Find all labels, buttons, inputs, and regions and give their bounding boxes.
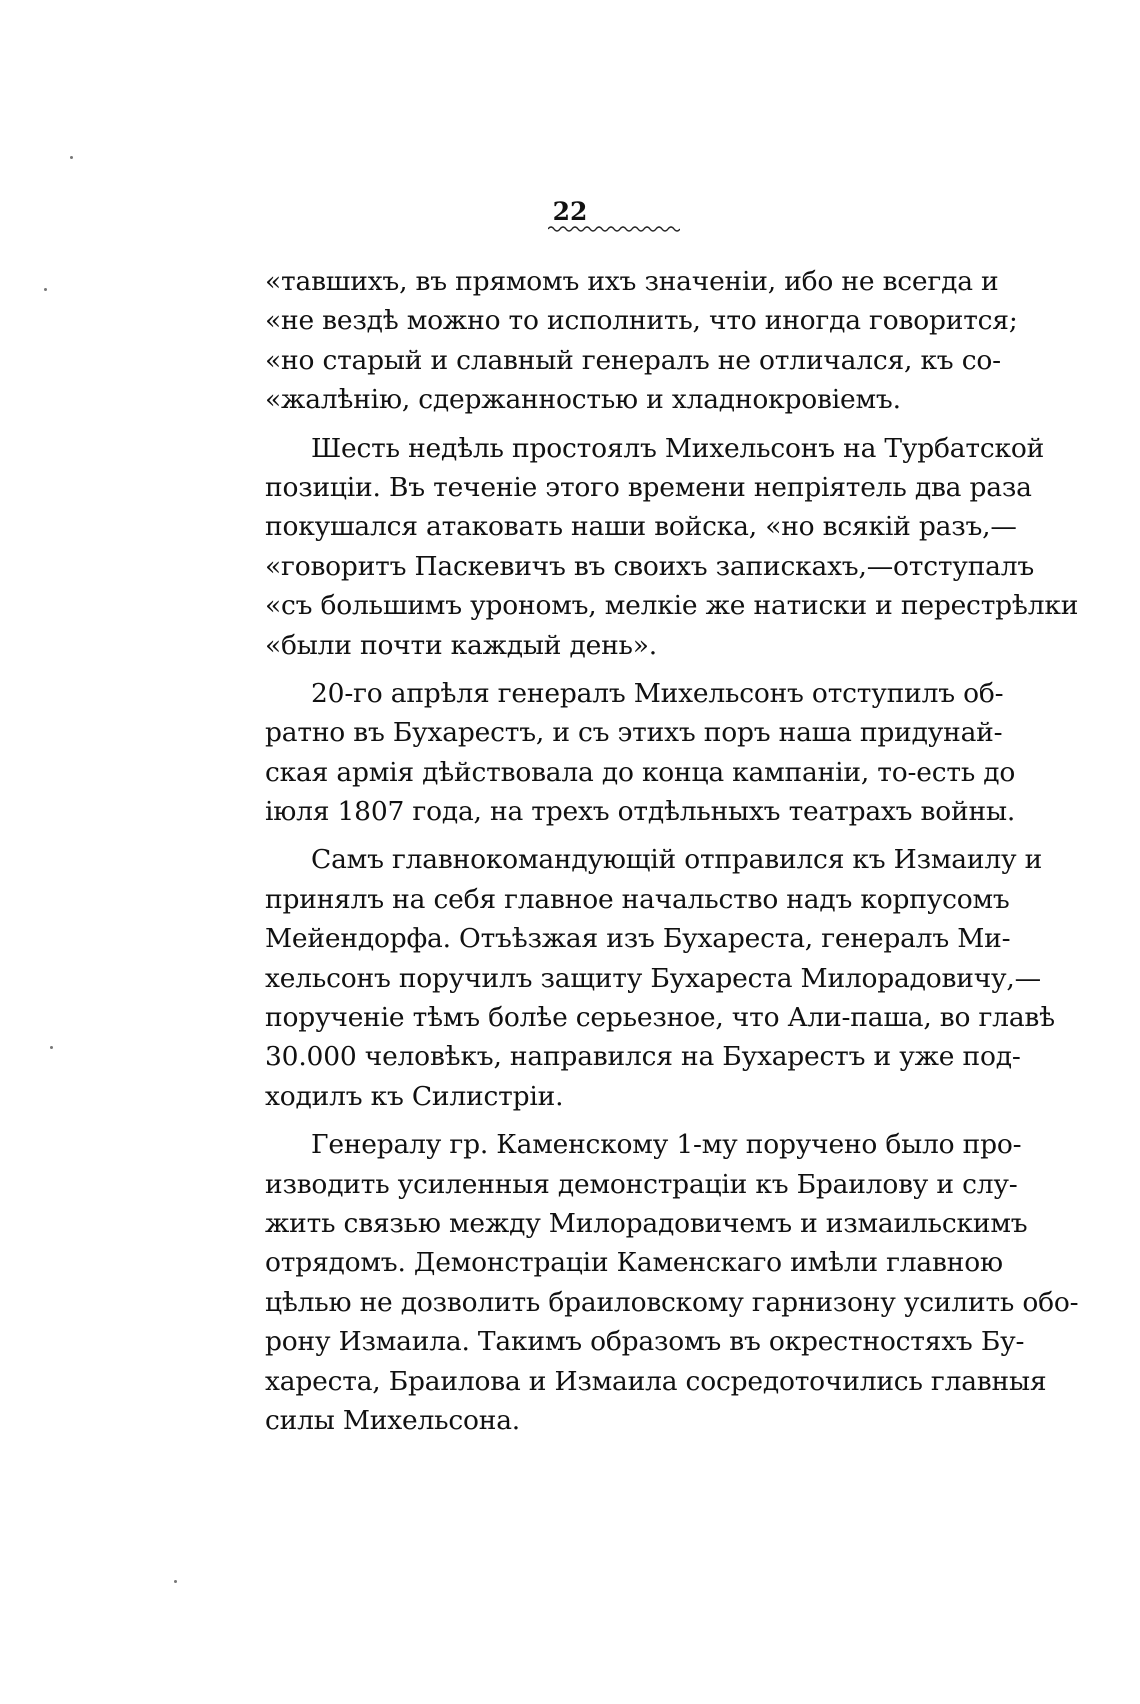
text-line: «говоритъ Паскевичъ въ своихъ запискахъ,—отступалъ	[265, 550, 1035, 582]
text-line: 30.000 человѣкъ, направился на Бухарестъ и уже под-	[265, 1041, 1021, 1073]
text-line: Генералу гр. Каменскому 1-му поручено было про-	[311, 1129, 1022, 1161]
text-line: «тавшихъ, въ прямомъ ихъ значеніи, ибо не всегда и	[265, 266, 999, 297]
text-line: «были почти каждый день».	[265, 629, 658, 661]
text-line: Шесть недѣль простоялъ Михельсонъ на Турбатской	[311, 432, 1045, 464]
text-line: ская армія дѣйствовала до конца кампаніи, то-есть до	[265, 756, 1016, 788]
text-line: покушался атаковать наши войска, «но всякій разъ,—	[265, 511, 1017, 543]
text-line: Мейендорфа. Отъѣзжая изъ Бухареста, генералъ Ми-	[265, 923, 1011, 955]
paper-speck	[44, 288, 47, 291]
text-line: жить связью между Милорадовичемъ и измаильскимъ	[265, 1207, 1028, 1239]
paper-speck	[174, 1580, 177, 1583]
text-line: «не вездѣ можно то исполнить, что иногда говорится;	[265, 305, 1018, 337]
text-line: хареста, Браилова и Измаила сосредоточились главныя	[265, 1365, 1047, 1397]
text-line: «жалѣнію, сдержанностью и хладнокровіемъ.	[265, 384, 901, 416]
text-line: ратно въ Бухарестъ, и съ этихъ поръ наша придунай-	[265, 717, 1003, 749]
text-line: хельсонъ поручилъ защиту Бухареста Милорадовичу,—	[265, 962, 1041, 994]
paragraph-gap	[265, 831, 980, 840]
text-line: цѣлью не дозволить браиловскому гарнизону усилить обо-	[265, 1286, 1079, 1318]
text-line: «но старый и славный генералъ не отличался, къ со-	[265, 344, 1001, 376]
page-number: 22	[552, 197, 588, 226]
paragraph	[265, 674, 1016, 832]
text-line: ходилъ къ Силистріи.	[265, 1080, 564, 1112]
paragraph	[265, 840, 1055, 1116]
paragraph	[265, 262, 1018, 420]
text-line: порученіе тѣмъ болѣе серьезное, что Али-паша, во главѣ	[265, 1002, 1055, 1034]
paragraph-gap	[265, 1116, 980, 1125]
text-line: «съ большимъ урономъ, мелкіе же натиски и перестрѣлки	[265, 590, 1079, 622]
text-line: Самъ главнокомандующій отправился къ Измаилу и	[311, 844, 1043, 876]
text-line: отрядомъ. Демонстраціи Каменскаго имѣли главною	[265, 1247, 1003, 1279]
text-line: изводить усиленныя демонстраціи къ Браилову и слу-	[265, 1168, 1018, 1200]
wavy-rule-ornament	[548, 224, 680, 234]
paragraph	[265, 1125, 1079, 1440]
text-line: іюля 1807 года, на трехъ отдѣльныхъ театрахъ войны.	[265, 796, 1016, 828]
main-text	[265, 262, 1079, 1440]
paragraph-gap	[265, 665, 980, 674]
paragraph-gap	[265, 420, 980, 429]
text-line: силы Михельсона.	[265, 1404, 521, 1436]
text-line: 20-го апрѣля генералъ Михельсонъ отступилъ об-	[311, 677, 1004, 709]
paragraph	[265, 429, 1079, 665]
paper-speck	[50, 1046, 53, 1049]
text-line: рону Измаила. Такимъ образомъ въ окрестностяхъ Бу-	[265, 1326, 1025, 1358]
text-line: принялъ на себя главное начальство надъ корпусомъ	[265, 883, 1010, 915]
paper-speck	[70, 156, 73, 159]
text-line: позиціи. Въ теченіе этого времени непріятель два раза	[265, 471, 1032, 503]
